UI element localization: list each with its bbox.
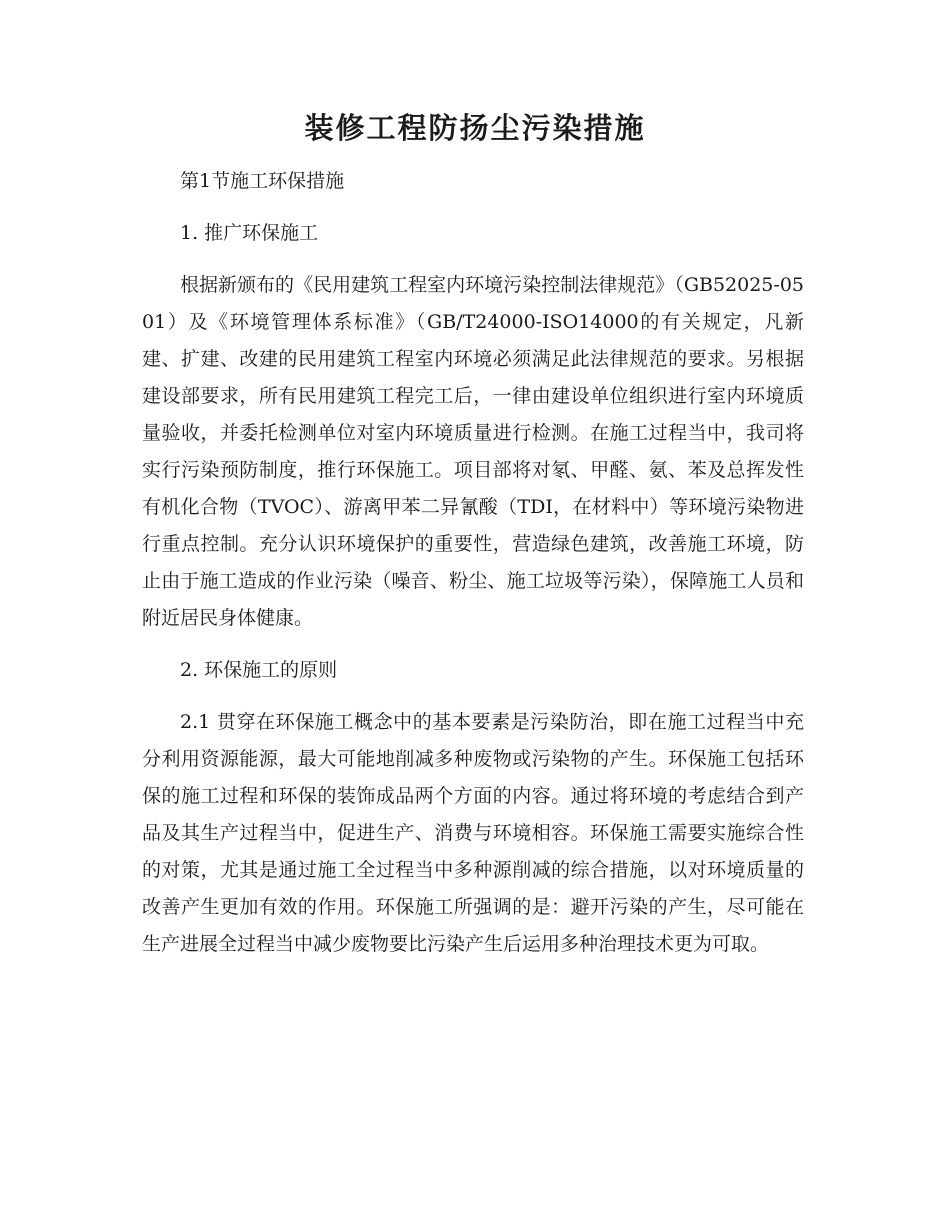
heading-promote-eco-construction: 1. 推广环保施工 [180, 222, 319, 244]
document-title: 装修工程防扬尘污染措施 [304, 111, 646, 145]
heading-eco-construction-principles: 2. 环保施工的原则 [180, 659, 338, 681]
paragraph-pollution-prevention: 2.1 贯穿在环保施工概念中的基本要素是污染防治，即在施工过程当中充分利用资源能源，最大可能地削减多种废物或污染物的产生。环保施工包括环保的施工过程和环保的装饰成品两个方面的内容。通过将环境的考虑结合到产品及其生产过程当中，促进生产、消费与环境相容。环保施工需要实施综合性的对策，尤其是通过施工全过程当中多种源削减的综合措施，以对环境质量的改善产生更加有效的作用。环保施工所强调的是：避开污染的产生，尽可能在生产进展全过程当中减少废物要比污染产生后运用多种治理技术更为可取。 [142, 711, 804, 955]
paragraph-regulations: 根据新颁布的《民用建筑工程室内环境污染控制法律规范》（GB52025-0501）及《环境管理体系标准》（GB/T24000-ISO14000的有关规定，凡新建、扩建、改建的民用建筑工程室内环境必须满足此法律规范的要求。另根据建设部要求，所有民用建筑工程完工后，一律由建设单位组织进行室内环境质量验收，并委托检测单位对室内环境质量进行检测。在施工过程当中，我司将实行污染预防制度，推行环保施工。项目部将对氡、甲醛、氨、苯及总挥发性有机化合物（TVOC）、游离甲苯二异氰酸（TDI，在材料中）等环境污染物进行重点控制。充分认识环境保护的重要性，营造绿色建筑，改善施工环境，防止由于施工造成的作业污染（噪音、粉尘、施工垃圾等污染），保障施工人员和附近居民身体健康。 [142, 274, 804, 629]
section-title: 第1节施工环保措施 [180, 170, 345, 192]
document-body [142, 163, 804, 978]
